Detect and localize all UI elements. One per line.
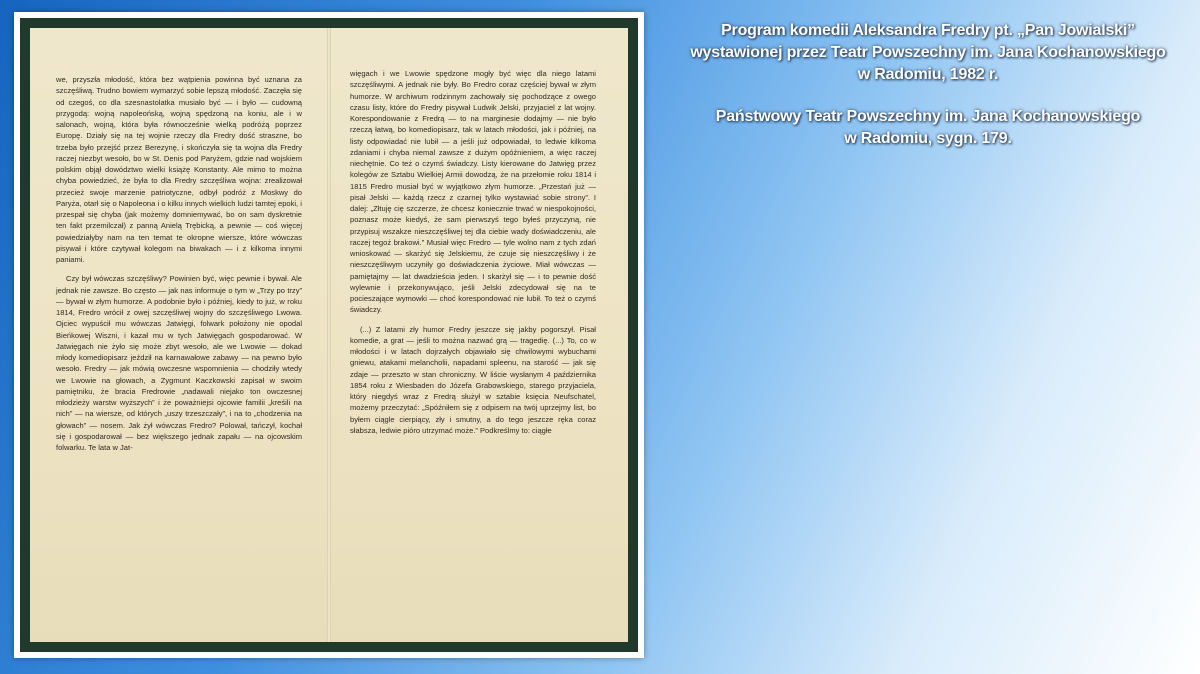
right-text-column	[350, 68, 596, 444]
slide-caption	[656, 20, 1200, 150]
page-fold	[327, 28, 331, 642]
left-paragraph-1: we, przyszła młodość, która bez wątpienia powinna być uznana za szczęśliwą. Trudno bowiem wymarzyć sobie lepszą młodość. Zaczęła się od czegoś, co dla szesnastolatka musiało być — i było — cudowną przygodą: wojną napoleońską, wojną spędzoną na koniu, ale i w salonach, wojną, która była równocześnie wielką podróżą poprzez Europę. Działy się na tej wojnie rzeczy dla Fredry dość straszne, bo trzeba było przejść przez Berezynę, i skończyła się ta wojna dla Fredry raczej niezbyt wesoło, bo w St. Denis pod Paryżem, gdzie nad wojskiem polskim objął dowództwo wielki książę Konstanty. Ale mimo to można chyba powiedzieć, że była to dla Fredry szczęśliwa wojna: zrealizował przecież swoje marzenie patriotyczne, odbył podróż z Moskwy do Paryża, otarł się o Napoleona i o kilku innych wielkich ludzi tamtej epoki, i przespał się chyba (jak możemy domniemywać, bo on sam dyskretnie ten fakt przemilczał) z panną Anielą Trębicką, a pewnie — coś więcej powiedziałyby nam na ten temat te okropne wiersze, które wówczas pisywał i które czytywał kolegom na biwakach — i z kilkoma innymi paniami.	[56, 75, 302, 264]
caption-spacer	[656, 86, 1200, 106]
caption-source-line-1: Państwowy Teatr Powszechny im. Jana Kochanowskiego	[715, 108, 1141, 125]
left-paragraph-2: Czy był wówczas szczęśliwy? Powinien być, więc pewnie i bywał. Ale jednak nie zawsze. Bo często — jak nas informuje o tym w „Trzy po trzy” — bywał w złym humorze. A podobnie było i później, kiedy to już, w roku 1814, Fredro wrócił z owej szczęśliwej wojny do szczęśliwego Lwowa. Ojciec wypuścił mu wówczas Jatwięgi, folwark położony nie opodal Bieńkowej Wiszni, i kazał mu w tych Jatwięgach gospodarować. W Jatwięgach nie żyło się może zbyt wesoło, ale we Lwowie — dokad młody komediopisarz jeździł na karnawałowe zabawy — na pewno było wesoło. Fredry — jak mówią owczesne wspomnienia — chodziły wtedy we Lwowie na głowach, a Zygmunt Kaczkowski zapisał w swoim pamiętniku, że bracia Fredrowie „nadawali niejako ton owczesnej młodzieży warstw wyższych” i że poważniejsi ojcowie familii „kreśili na nich” — na wiersze, od których „uszy trzeszczały”, i na to „chodzenia na głowach” — nosem. Jak żył wówczas Fredro? Polował, tańczył, kochał się i gospodarował — bez większego jednak zapału — na ojcowskim folwarku. Te lata w Jat-	[56, 274, 302, 452]
caption-title-line-3: w Radomiu, 1982 r.	[857, 66, 999, 83]
caption-title-line-2: wystawionej przez Teatr Powszechny im. Jana Kochanowskiego	[690, 44, 1166, 61]
right-paragraph-2: (...) Z latami zły humor Fredry jeszcze się jakby pogorszył. Pisał komedie, a grat — jeśli to można nazwać grą — tragedię. (...) To, co w młodości i w latach dojrzałych objawiało się chwilowymi wybuchami gniewu, atakami melancholii, napadami spleenu, na starość — jak się zdaje — przeszto w stan chroniczny. W liście wysłanym 4 października 1854 roku z Wiesbaden do Józefa Grabowskiego, starego przyjaciela, który niegdyś wraz z Fredrą służył w sztabie księcia Neufschatel, możemy przeczytać: „Spóźniłem się z odpisem na twój uprzejmy list, bo byłem ciągle cierpiący, zły i smutny, a do tego jeszcze ręka coraz słabsza, ledwie pióro utrzymać może.” Podkreślmy to: ciągłe	[350, 324, 596, 435]
right-paragraph-1: więgach i we Lwowie spędzone mogły być więc dla niego latami szczęśliwymi. A jednak nie były. Bo Fredro coraz częściej bywał w złym humorze. W archiwum rodzinnym zachowały się pochodzące z owego czasu listy, które do Fredry pisywał Ludwik Jelski, przyjaciel z lat wojny. Korespondowanie z Fredrą — to na marginesie dodajmy — nie było rzeczą łatwą, bo komediopisarz, tak w latach młodości, jak i później, na listy odpowiadać nie lubił — a jeśli już odpowiadał, to ledwie kilkoma zdaniami i chyba niemal zawsze z dużym opóźnieniem, a więc raczej niechętnie. Co też o czymś świadczy. Listy kierowane do Jatwięg przez kolegów ze Sztabu Wielkiej Armii dowodzą, że na przełomie roku 1814 i 1815 Fredro musiał być w wyjątkowo złym humorze. „Przestań już — pisał Jelski — każdą rzecz z czarnej tylko wystawiać sobie strony”. I dalej: „Złtuję cię szczerze, że chcesz koniecznie trwać w niespokojności, poznasz może kiedyś, że sam pierwszyś tego byłeś przyczyną, nie przypisuj wszakze nieszczęśliwej tej dla ciebie wady doświadczeniu, ale raczej tegoż brakowi.” Musiał więc Fredro — tyle wolno nam z tych zdań wnioskować — skarżyć się Jelskiemu, że czuje się nieszczęśliwy i że nieszczęśliwym uczyniły go doświadczenia życiowe. Miał wówczas — pamiętajmy — lat dwadzieścia jeden. I skarżył się — i to pewnie dość wylewnie i przekonywująco, jeśli Jelski zdecydował się na te pocieszające wymowki — choć korespondować nie lubił. To też o czymś świadczy.	[350, 69, 596, 315]
photo-mat	[20, 18, 638, 652]
document-photo-frame	[14, 12, 644, 658]
program-page-spread	[30, 28, 628, 642]
left-text-column	[56, 74, 302, 461]
caption-title-line-1: Program komedii Aleksandra Fredry pt. „Pan Jowialski”	[721, 22, 1135, 39]
caption-source-line-2: w Radomiu, sygn. 179.	[844, 130, 1012, 147]
